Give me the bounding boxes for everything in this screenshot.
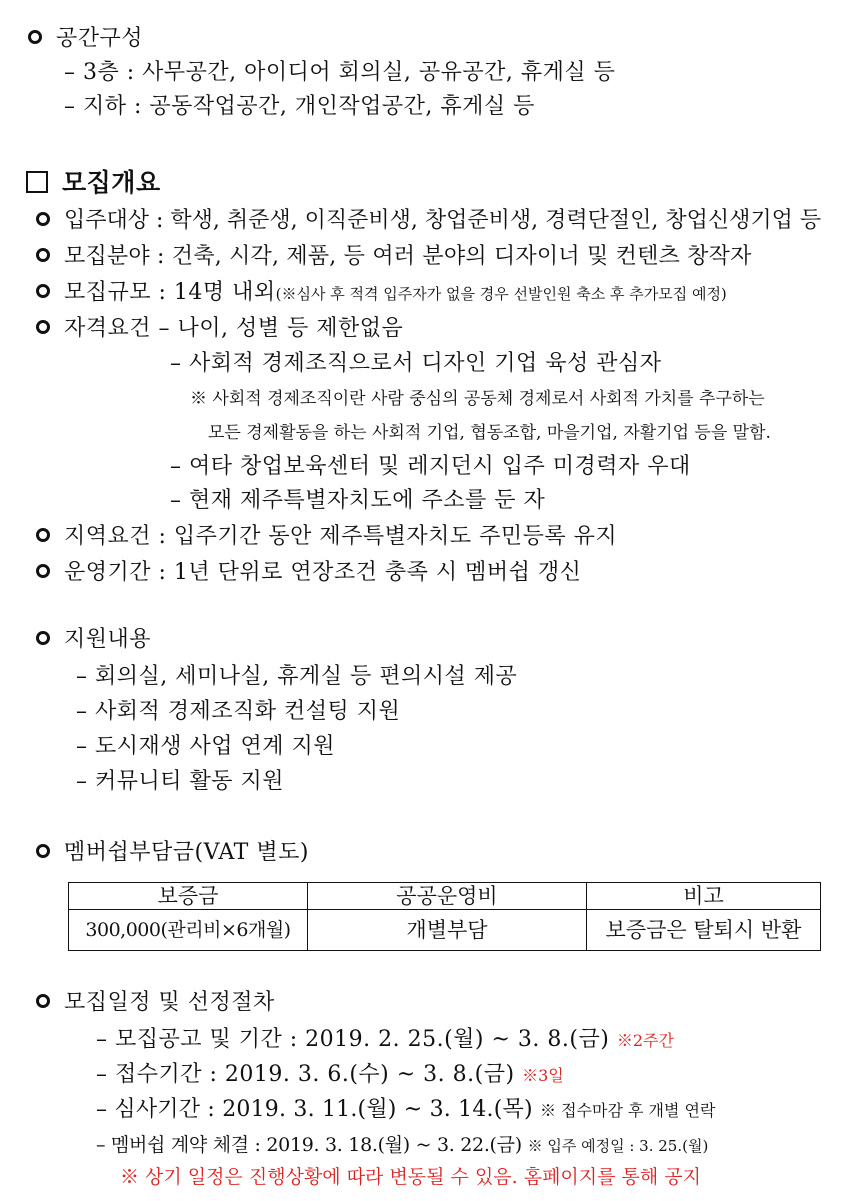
fee-table-header-row [69,883,821,910]
fee-cell-deposit: 300,000(관리비×6개월) [69,910,308,951]
qual-item-1: – 사회적 경제조직으로서 디자인 기업 육성 관심자 [170,351,662,376]
recruit-field: 모집분야 : 건축, 시각, 제품, 등 여러 분야의 디자이너 및 컨텐츠 창작자 [36,242,752,272]
recruit-target: 입주대상 : 학생, 취준생, 이직준비생, 창업준비생, 경력단절인, 창업신생기업 등 [36,206,821,236]
circle-bullet-icon [36,212,50,226]
circle-bullet-icon [36,844,50,858]
table-row [69,910,821,951]
fee-table [68,882,821,951]
schedule-item-1: – 모집공고 및 기간 : 2019. 2. 25.(월) ~ 3. 8.(금) ※2주간 [96,1027,674,1052]
qual-note-2: 모든 경제활동을 하는 사회적 기업, 협동조합, 마을기업, 자활기업 등을 말함. [208,423,771,443]
fee-header-remark: 비고 [587,883,821,910]
schedule-item-3: – 심사기간 : 2019. 3. 11.(월) ~ 3. 14.(목) ※ 접수마감 후 개별 연락 [96,1097,716,1122]
circle-bullet-icon [36,248,50,262]
schedule-note-1: ※2주간 [616,1031,674,1050]
circle-bullet-icon [36,631,50,645]
recruit-scale-note: (※심사 후 적격 입주자가 없을 경우 선발인원 축소 후 추가모집 예정) [275,285,727,303]
circle-bullet-icon [36,564,50,578]
fee-cell-operating: 개별부담 [308,910,587,951]
circle-bullet-icon [36,284,50,298]
recruit-scale: 모집규모 : 14명 내외(※심사 후 적격 입주자가 없을 경우 선발인원 축소 후 추가모집 예정) [36,278,727,309]
circle-bullet-icon [36,994,50,1008]
space-item-2: – 지하 : 공동작업공간, 개인작업공간, 휴게실 등 [64,94,535,119]
fee-cell-remark: 보증금은 탈퇴시 반환 [587,910,821,951]
space-item-1: – 3층 : 사무공간, 아이디어 회의실, 공유공간, 휴게실 등 [64,60,616,85]
support-item-4: – 커뮤니티 활동 지원 [76,769,284,794]
recruit-period: 운영기간 : 1년 단위로 연장조건 충족 시 멤버쉽 갱신 [36,558,581,588]
square-bullet-icon [26,171,48,193]
circle-bullet-icon [36,528,50,542]
qual-item-3: – 현재 제주특별자치도에 주소를 둔 자 [170,488,546,513]
fee-title: 멤버쉽부담금(VAT 별도) [36,838,309,868]
circle-bullet-icon [36,320,50,334]
support-item-1: – 회의실, 세미나실, 휴게실 등 편의시설 제공 [76,664,518,689]
fee-header-operating: 공공운영비 [308,883,587,910]
space-section-title: 공간구성 [28,24,143,54]
recruit-qualification: 자격요건 – 나이, 성별 등 제한없음 [36,314,403,344]
schedule-note-3: ※ 접수마감 후 개별 연락 [539,1101,716,1120]
recruit-region: 지역요건 : 입주기간 동안 제주특별자치도 주민등록 유지 [36,522,617,552]
schedule-title: 모집일정 및 선정절차 [36,988,275,1018]
support-title: 지원내용 [36,625,151,655]
schedule-note-2: ※3일 [522,1066,564,1085]
schedule-note-4: ※ 입주 예정일 : 3. 25.(월) [527,1137,709,1155]
qual-note-1: ※ 사회적 경제조직이란 사람 중심의 공동체 경제로서 사회적 가치를 추구하는 [190,389,765,409]
schedule-item-2: – 접수기간 : 2019. 3. 6.(수) ~ 3. 8.(금) ※3일 [96,1062,564,1087]
schedule-item-4: – 멤버쉽 계약 체결 : 2019. 3. 18.(월) ~ 3. 22.(금) ※ 입주 예정일 : 3. 25.(월) [96,1134,709,1156]
support-item-3: – 도시재생 사업 연계 지원 [76,734,335,759]
schedule-footer-note: ※ 상기 일정은 진행상황에 따라 변동될 수 있음. 홈페이지를 통해 공지 [120,1166,701,1188]
support-item-2: – 사회적 경제조직화 컨설팅 지원 [76,699,401,724]
fee-header-deposit: 보증금 [69,883,308,910]
recruit-heading: 모집개요 [26,168,161,198]
circle-bullet-icon [28,30,42,44]
qual-item-2: – 여타 창업보육센터 및 레지던시 입주 미경력자 우대 [170,454,691,479]
